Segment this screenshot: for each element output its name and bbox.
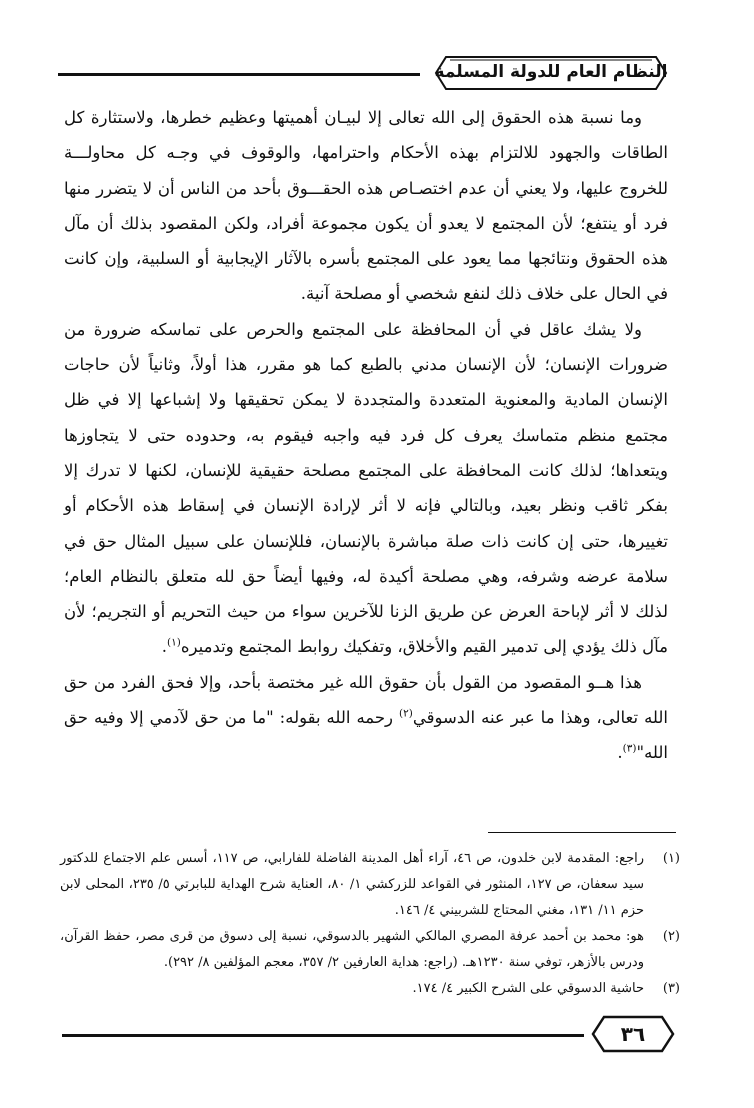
footnote-text: حاشية الدسوقي على الشرح الكبير ٤/ ١٧٤. — [412, 981, 644, 996]
footnote-number: (٢) — [662, 929, 680, 944]
footnote-2 — [60, 924, 680, 976]
paragraph-1-text: وما نسبة هذه الحقوق إلى الله تعالى إلا لبيـان أهميتها وعظيم خطرها، ولاستثارة كل الطاقات والجهود للالتزام بهذه الأحكام واحترامها، والوقوف في وجـه كل محاولـــة للخروج عليها، ولا يعني أن عدم اختصـاص هذه الحقـــوق بأحد من الناس أن لا يتضرر منها فرد أو ينتفع؛ لأن المجتمع لا يعدو أن يكون مجموعة أفراد، ولكن المقصود بذلك أن مآل هذه الحقوق ونتائجها مما يعود على المجتمع بأسره بالآثار الإيجابية أو السلبية، وإن كانت في الحال على خلاف ذلك لنفع شخصي أو مصلحة آنية. — [64, 108, 668, 304]
page-footer — [62, 1014, 676, 1058]
footnotes — [60, 846, 680, 1002]
paragraph-3-text-a: هذا هــو المقصود من القول بأن حقوق الله غير مختصة بأحد، وإلا فحق الفرد من حق الله تعالى، وهذا ما عبر عنه الدسوقي — [64, 672, 668, 728]
paragraph-1 — [64, 100, 668, 312]
paragraph-2 — [64, 312, 668, 665]
header-title-frame — [432, 54, 670, 92]
page-number: ٣٦ — [620, 1022, 646, 1046]
page-number-frame — [590, 1014, 676, 1054]
footnote-ref-2[interactable]: (٢) — [399, 707, 413, 720]
footnote-text: هو: محمد بن أحمد عرفة المصري المالكي الشهير بالدسوقي، نسبة إلى دسوق من قرى مصر، حفظ القرآن، ودرس بالأزهر، توفي سنة ١٢٣٠هـ. (راجع: هداية العارفين ٢/ ٣٥٧، معجم المؤلفين ٨/ ٢٩٢). — [60, 929, 644, 970]
footnote-separator — [488, 832, 676, 833]
footnote-number: (١) — [662, 851, 680, 866]
footnote-1 — [60, 846, 680, 924]
paragraph-2-text: ولا يشك عاقل في أن المحافظة على المجتمع والحرص على تماسكه ضرورة من ضرورات الإنسان؛ لأن الإنسان مدني بالطبع كما هو مقرر، هذا أولاً، وثانياً لأن حاجات الإنسان المادية والمعنوية المتعددة والمتجددة لا يمكن تحقيقها ولا إشباعها إلا في ظل مجتمع منظم متماسك يعرف كل فرد فيه واجبه فيقوم به، وحدوده حتى لا يتجاوزها ويتعداها؛ لذلك كانت المحافظة على المجتمع مصلحة حقيقية للإنسان، لكنها لا تدرك إلا بفكر ثاقب ونظر بعيد، وبالتالي فإنه لا أثر لإرادة الإنسان في إسقاط هذه الأحكام أو تغييرها، حتى إن كانت ذات صلة مباشرة بالإنسان، فللإنسان على سبيل المثال حق في سلامة عرضه وشرفه، وهي مصلحة أكيدة له، وفيها أيضاً حق لله متعلق بالنظام العام؛ لذلك لا أثر لإباحة العرض عن طريق الزنا للآخرين سواء من حيث التحريم أو التجريم؛ لأن مآل ذلك يؤدي إلى تدمير القيم والأخلاق، وتفكيك روابط المجتمع وتدميره — [64, 319, 668, 657]
paragraph-2-tail: . — [161, 637, 168, 657]
paragraph-3-tail: . — [617, 743, 623, 763]
footnote-number: (٣) — [662, 981, 680, 996]
paragraph-3 — [64, 665, 668, 771]
main-text — [64, 100, 668, 771]
footnote-ref-3[interactable]: (٣) — [622, 742, 637, 755]
footer-rule — [62, 1034, 584, 1037]
footnote-3 — [60, 976, 680, 1002]
header-rule — [58, 73, 420, 76]
paragraph-3-text-b: رحمه الله بقوله: "ما من حق لآدمي إلا وفيه حق الله" — [64, 708, 668, 763]
footnote-text: راجع: المقدمة لابن خلدون، ص ٤٦، آراء أهل المدينة الفاضلة للفارابي، ص ١١٧، أسس علم الاجتماع للدكتور سيد سعفان، ص ١٢٧، المنثور في القواعد للزركشي ١/ ٨٠، العناية شرح الهداية للبابرتي ٥/ ٢٣٥، المحلى لابن حزم ١١/ ١٣١، مغني المحتاج للشربيني ٤/ ١٤٦. — [60, 851, 645, 918]
header-title: النظام العام للدولة المسلمة — [434, 62, 668, 82]
footnote-ref-1[interactable]: (١) — [167, 636, 181, 649]
running-header — [58, 54, 670, 94]
